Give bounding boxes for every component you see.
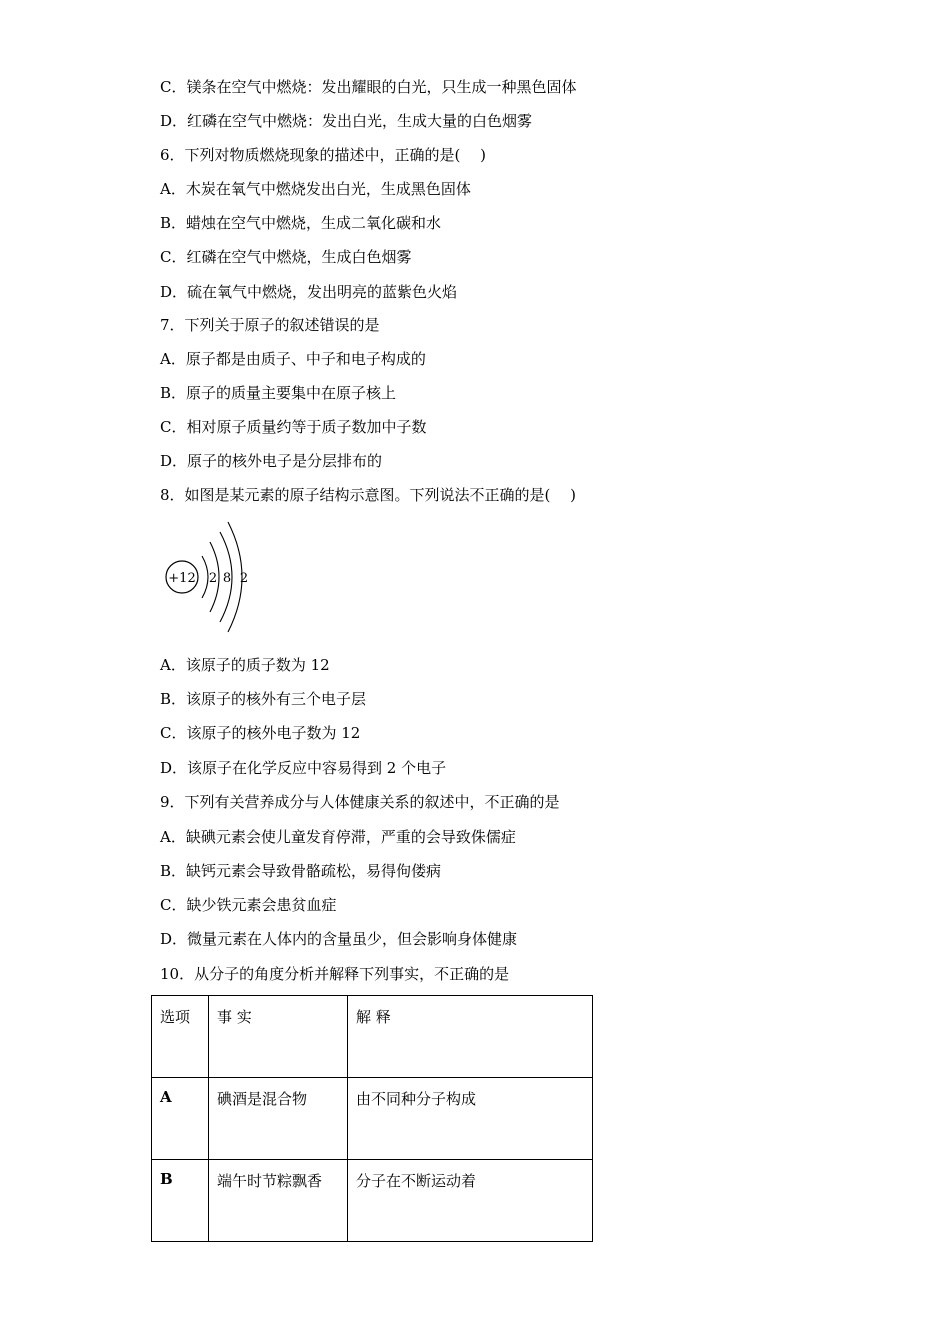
question-7: 7．下列关于原子的叙述错误的是	[160, 316, 380, 334]
row-fact: 碘酒是混合物	[209, 1078, 348, 1160]
option-c-q9: C．缺少铁元素会患贫血症	[160, 896, 337, 914]
option-d-q7: D．原子的核外电子是分层排布的	[160, 452, 383, 470]
option-c-q8: C．该原子的核外电子数为 12	[160, 724, 361, 742]
option-b-q9: B．缺钙元素会导致骨骼疏松，易得佝偻病	[160, 862, 442, 880]
option-d-q9: D．微量元素在人体内的含量虽少，但会影响身体健康	[160, 930, 518, 948]
atom-structure-diagram	[158, 518, 258, 634]
shell-arc-1	[202, 556, 208, 598]
row-option: A	[152, 1078, 209, 1160]
table-header-row	[152, 996, 593, 1078]
option-d-q6: D．硫在氧气中燃烧，发出明亮的蓝紫色火焰	[160, 283, 458, 301]
option-b-q7: B．原子的质量主要集中在原子核上	[160, 384, 397, 402]
question-10: 10．从分子的角度分析并解释下列事实，不正确的是	[160, 965, 510, 983]
nucleus-charge: +12	[168, 571, 196, 586]
option-a-q6: A．木炭在氧气中燃烧发出白光，生成黑色固体	[160, 180, 471, 198]
row-option: B	[152, 1160, 209, 1242]
option-b-q8: B．该原子的核外有三个电子层	[160, 690, 367, 708]
header-fact: 事 实	[209, 996, 348, 1078]
shell-count-2: 8	[222, 571, 232, 586]
row-fact: 端午时节粽飘香	[209, 1160, 348, 1242]
option-a-q7: A．原子都是由质子、中子和电子构成的	[160, 350, 426, 368]
header-option: 选项	[152, 996, 209, 1078]
shell-count-3: 2	[239, 571, 249, 586]
option-a-q9: A．缺碘元素会使儿童发育停滞，严重的会导致侏儒症	[160, 828, 516, 846]
question-8: 8．如图是某元素的原子结构示意图。下列说法不正确的是( )	[160, 486, 577, 504]
option-c-q6: C．红磷在空气中燃烧，生成白色烟雾	[160, 248, 412, 266]
shell-count-1: 2	[208, 571, 218, 586]
table-row	[152, 1160, 593, 1242]
row-explanation: 由不同种分子构成	[348, 1078, 593, 1160]
option-a-q8: A．该原子的质子数为 12	[160, 656, 330, 674]
question-9: 9．下列有关营养成分与人体健康关系的叙述中，不正确的是	[160, 793, 560, 811]
fact-explanation-table	[151, 995, 593, 1242]
option-c-q5: C．镁条在空气中燃烧：发出耀眼的白光，只生成一种黑色固体	[160, 78, 577, 96]
header-explanation: 解 释	[348, 996, 593, 1078]
option-b-q6: B．蜡烛在空气中燃烧，生成二氧化碳和水	[160, 214, 442, 232]
option-d-q5: D．红磷在空气中燃烧：发出白光，生成大量的白色烟雾	[160, 112, 533, 130]
option-d-q8: D．该原子在化学反应中容易得到 2 个电子	[160, 759, 447, 777]
table-row	[152, 1078, 593, 1160]
row-explanation: 分子在不断运动着	[348, 1160, 593, 1242]
question-6: 6．下列对物质燃烧现象的描述中，正确的是( )	[160, 146, 487, 164]
option-c-q7: C．相对原子质量约等于质子数加中子数	[160, 418, 427, 436]
